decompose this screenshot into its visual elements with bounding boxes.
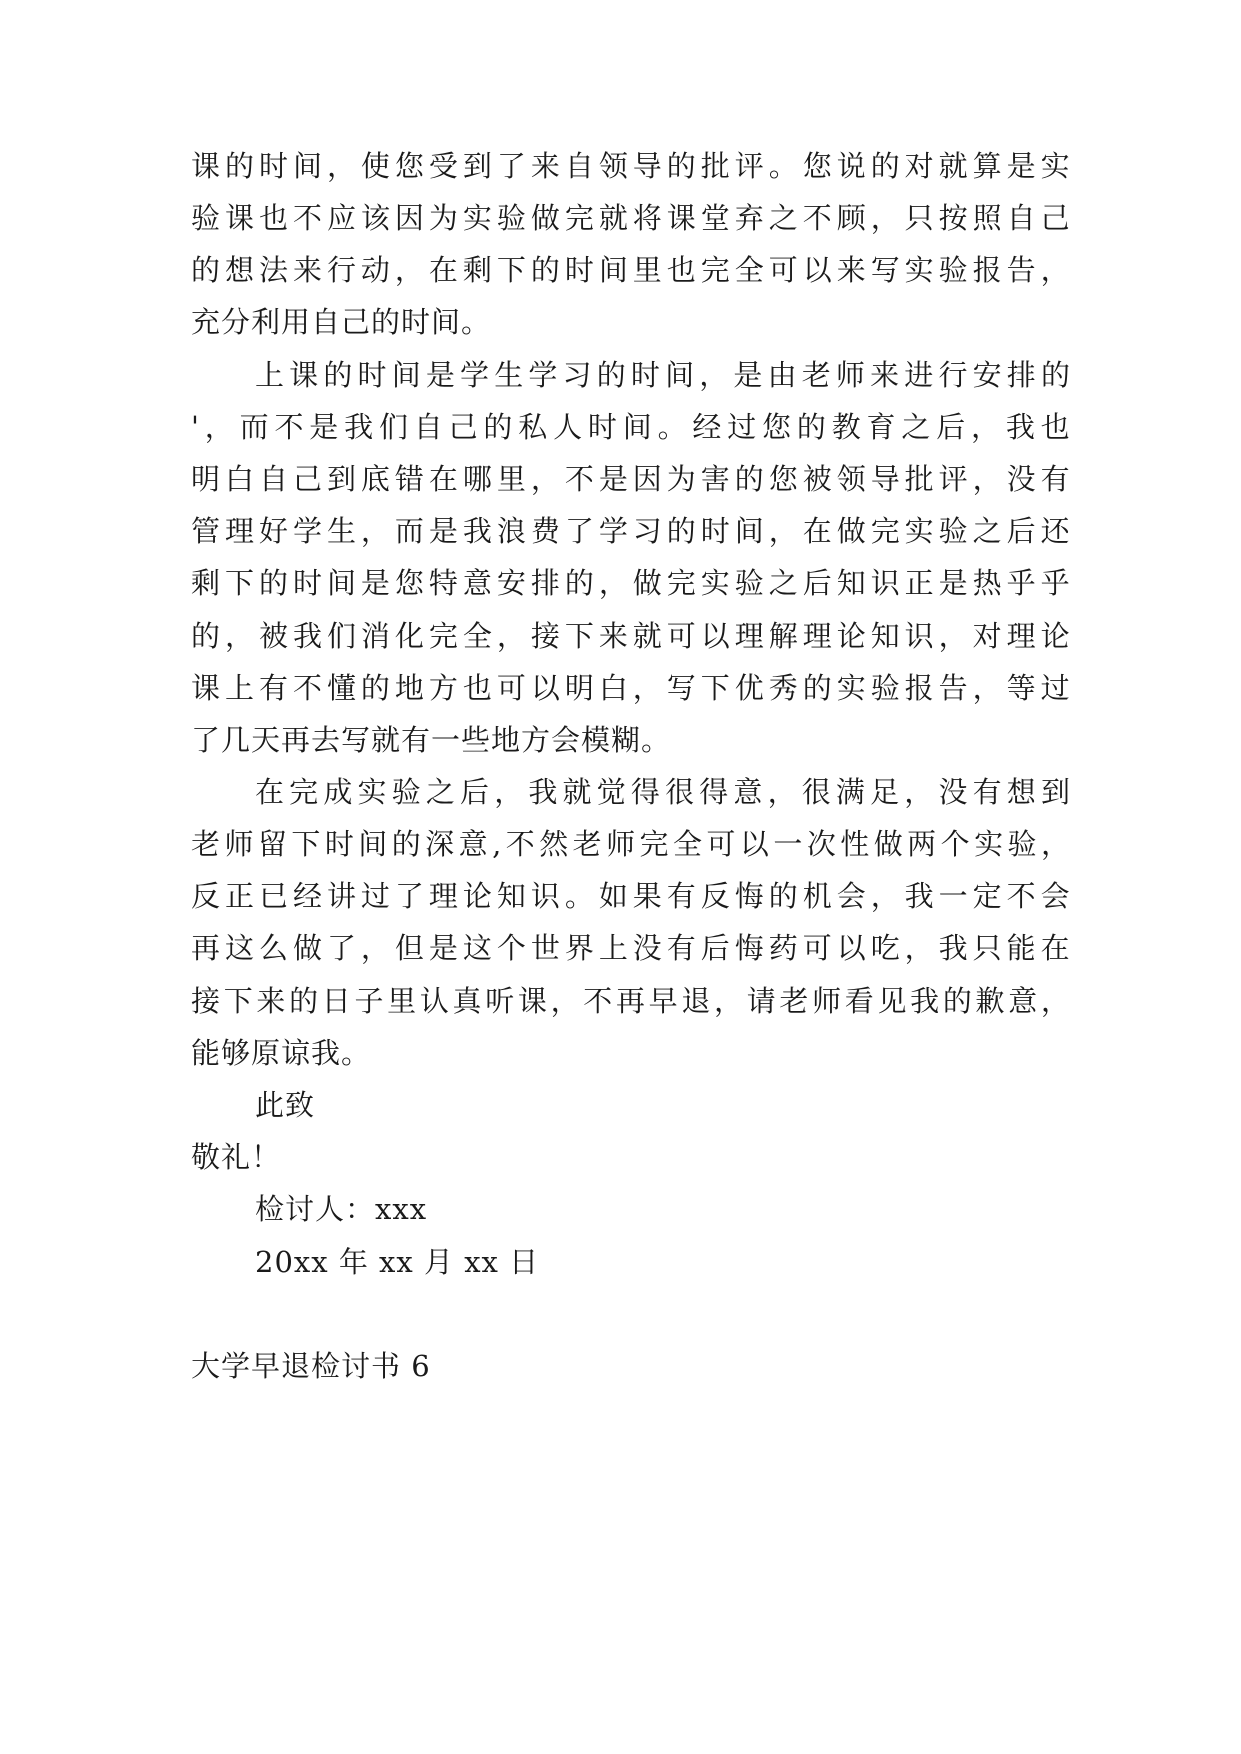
paragraph-line: 课 的 时 间 ， 使 您 受 到 了 来 自 领 导 的 批 评 。 您 说 的 对 就 算 是 实 (191, 149, 1071, 183)
paragraph-line: 反 正 已 经 讲 过 了 理 论 知 识 。 如 果 有 反 悔 的 机 会 ， 我 一 定 不 会 (191, 879, 1071, 913)
signature: 检讨人：xxx (255, 1192, 428, 1226)
paragraph-line: 了几天再去写就有一些地方会模糊。 (191, 723, 672, 757)
section-heading: 大学早退检讨书 6 (191, 1349, 431, 1383)
closing-salutation: 此致 (255, 1088, 316, 1122)
paragraph-line: 充分利用自己的时间。 (191, 305, 492, 339)
paragraph-line: 课 上 有 不 懂 的 地 方 也 可 以 明 白 ， 写 下 优 秀 的 实 验 报 告 ， 等 过 (191, 671, 1071, 705)
paragraph-line: 再 这 么 做 了 ， 但 是 这 个 世 界 上 没 有 后 悔 药 可 以 吃 ， 我 只 能 在 (191, 931, 1071, 965)
paragraph-line: 上 课 的 时 间 是 学 生 学 习 的 时 间 ， 是 由 老 师 来 进 行 安 排 的 (255, 358, 1071, 392)
paragraph-line: 验 课 也 不 应 该 因 为 实 验 做 完 就 将 课 堂 弃 之 不 顾 ， 只 按 照 自 己 (191, 201, 1071, 235)
paragraph-line: 的 ， 被 我 们 消 化 完 全 ， 接 下 来 就 可 以 理 解 理 论 知 识 ， 对 理 论 (191, 619, 1071, 653)
paragraph-line: 明 白 自 己 到 底 错 在 哪 里 ， 不 是 因 为 害 的 您 被 领 导 批 评 ， 没 有 (191, 462, 1071, 496)
paragraph-line: ' ， 而 不 是 我 们 自 己 的 私 人 时 间 。 经 过 您 的 教 育 之 后 ， 我 也 (191, 410, 1071, 444)
date: 20xx 年 xx 月 xx 日 (255, 1245, 540, 1279)
paragraph-line: 剩 下 的 时 间 是 您 特 意 安 排 的 ， 做 完 实 验 之 后 知 识 正 是 热 乎 乎 (191, 566, 1071, 600)
closing-regards: 敬礼！ (191, 1140, 282, 1174)
paragraph-line: 的 想 法 来 行 动 ， 在 剩 下 的 时 间 里 也 完 全 可 以 来 写 实 验 报 告 ， (191, 253, 1071, 287)
paragraph-line: 接 下 来 的 日 子 里 认 真 听 课 ， 不 再 早 退 ， 请 老 师 看 见 我 的 歉 意 ， (191, 984, 1071, 1018)
paragraph-line: 能够原谅我。 (191, 1036, 372, 1070)
paragraph-line: 管 理 好 学 生 ， 而 是 我 浪 费 了 学 习 的 时 间 ， 在 做 完 实 验 之 后 还 (191, 514, 1071, 548)
paragraph-line: 老 师 留 下 时 间 的 深 意 , 不 然 老 师 完 全 可 以 一 次 性 做 两 个 实 验 ， (191, 827, 1071, 861)
paragraph-line: 在 完 成 实 验 之 后 ， 我 就 觉 得 很 得 意 ， 很 满 足 ， 没 有 想 到 (255, 775, 1071, 809)
